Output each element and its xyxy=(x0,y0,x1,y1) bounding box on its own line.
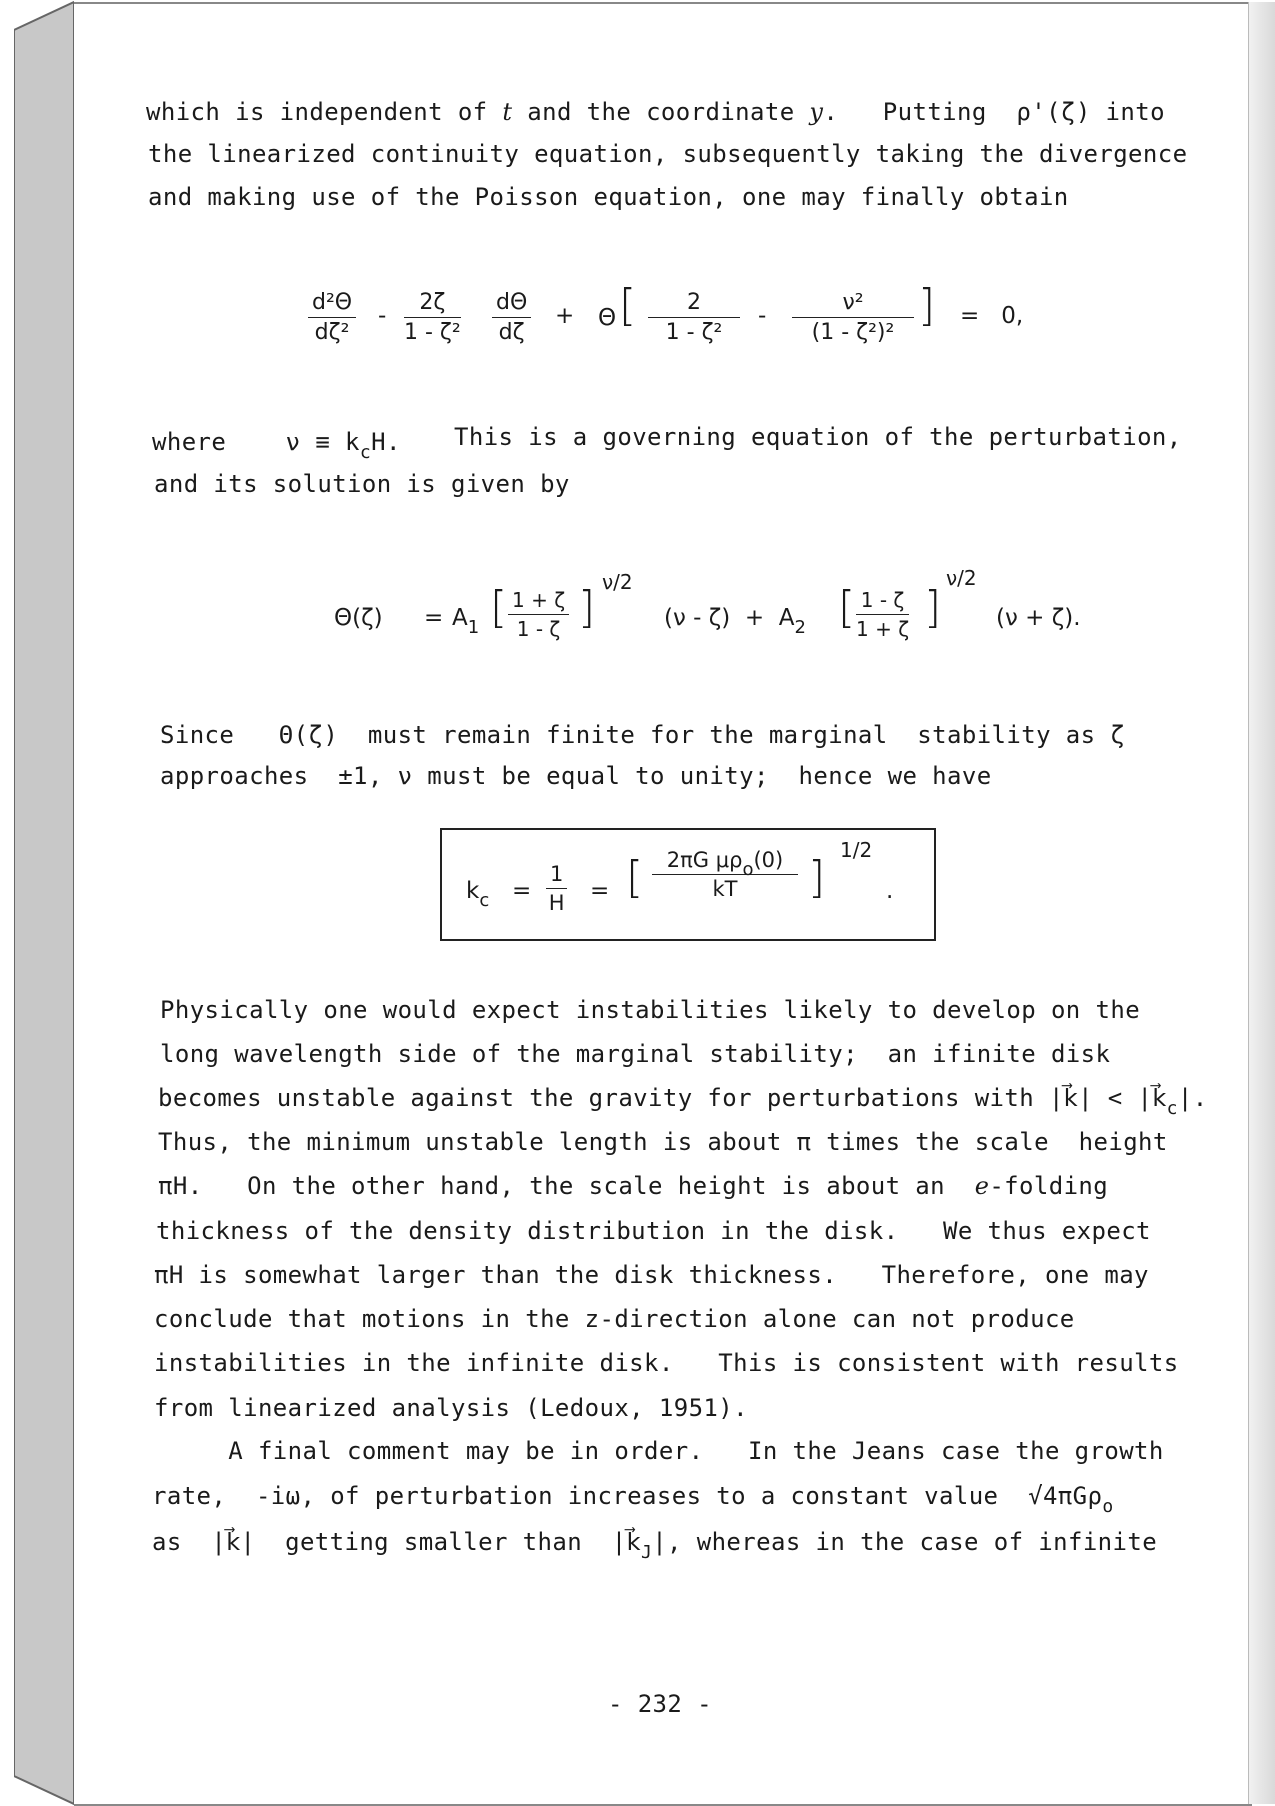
bracket: ] xyxy=(924,582,942,633)
text-line: from linearized analysis (Ledoux, 1951). xyxy=(154,1394,748,1422)
operator: = xyxy=(512,878,532,904)
text-line: and making use of the Poisson equation, one may finally obtain xyxy=(148,183,1069,211)
text-line: A final comment may be in order. In the Jeans case the growth xyxy=(154,1437,1164,1465)
book-spine xyxy=(14,0,74,1806)
bracket: [ xyxy=(626,852,644,903)
text-line: πH. On the other hand, the scale height is about an e-folding xyxy=(158,1172,1109,1200)
text-line: This is a governing equation of the perturbation, xyxy=(454,423,1182,451)
tail-term: (ν + ζ). xyxy=(996,605,1081,631)
text-line: which is independent of t and the coordinate y. Putting ρ'(ζ) into xyxy=(146,98,1165,126)
operator: = xyxy=(424,605,444,631)
bracket: [ xyxy=(490,582,508,633)
fraction: $\frac{\text{ν²}}{\text{(1 - ζ²)²}}$ xyxy=(792,290,914,345)
text-line: approaches ±1, ν must be equal to unity; hence we have xyxy=(160,762,992,790)
operator: - xyxy=(758,303,767,329)
k-c: $k_c$ xyxy=(466,878,490,911)
fraction: $\frac{d\Theta}{d\zeta}$ xyxy=(492,290,531,345)
text-line: instabilities in the infinite disk. This is consistent with results xyxy=(154,1349,1179,1377)
text-line: the linearized continuity equation, subsequently taking the divergence xyxy=(148,140,1188,168)
text-line: Thus, the minimum unstable length is about π times the scale height xyxy=(158,1128,1168,1156)
exponent: ν/2 xyxy=(946,566,977,590)
operator: + xyxy=(555,303,575,329)
text-line: rate, -iω, of perturbation increases to a constant value √4πGρ$_o$ xyxy=(152,1482,1114,1517)
bracket: ] xyxy=(578,582,596,633)
period: . xyxy=(886,878,894,904)
page-edge xyxy=(1248,2,1275,1804)
text-line: where $\nu \equiv k_cH$. xyxy=(152,428,401,463)
text-line: long wavelength side of the marginal stability; an ifinite disk xyxy=(160,1040,1111,1068)
equals-zero: = 0, xyxy=(960,303,1024,329)
fraction: $\frac{2\zeta}{\text{1 - ζ²}}$ xyxy=(404,290,461,345)
exponent: 1/2 xyxy=(840,838,873,862)
bracket: [ xyxy=(838,582,856,633)
text-line: becomes unstable against the gravity for perturbations with |k⃗| < $|k⃗_c|$. xyxy=(158,1084,1208,1119)
fraction: $\frac{1 - \zeta}{1 + \zeta}$ xyxy=(856,588,910,641)
fraction: $\frac{2}{\text{1 - ζ²}}$ xyxy=(648,290,740,345)
text-line: thickness of the density distribution in the disk. We thus expect xyxy=(156,1217,1151,1245)
text-line: and its solution is given by xyxy=(154,470,570,498)
text-line: conclude that motions in the z-direction alone can not produce xyxy=(154,1305,1075,1333)
fraction: 2πG μρo(0) kT xyxy=(652,848,798,901)
operator: = xyxy=(590,878,610,904)
fraction: $\frac{1}{H}$ xyxy=(546,862,567,915)
fraction: $\frac{1 + \zeta}{1 - \zeta}$ xyxy=(508,588,569,641)
bracket: ] xyxy=(808,852,826,903)
symbol: Θ xyxy=(598,305,617,331)
fraction: $\frac{\text{d²Θ}}{\text{dζ²}}$ xyxy=(308,290,356,345)
symbol: Θ(ζ) xyxy=(334,605,383,631)
bracket: [ xyxy=(619,280,637,331)
page-number: - 232 - xyxy=(608,1690,712,1718)
text-line: Since Θ(ζ) must remain finite for the marginal stability as ζ xyxy=(160,721,1126,749)
operator: - xyxy=(378,303,387,329)
text-line: πH is somewhat larger than the disk thickness. Therefore, one may xyxy=(154,1261,1149,1289)
middle-term: $(\nu - \zeta) + A_2$ xyxy=(664,605,806,638)
bracket: ] xyxy=(918,280,936,331)
exponent: ν/2 xyxy=(602,570,633,594)
text-line: as |k⃗| getting smaller than $|k⃗_J|$, whereas in the case of infinite xyxy=(152,1528,1158,1563)
text-line: Physically one would expect instabilities likely to develop on the xyxy=(160,996,1141,1024)
coefficient: $A_1$ xyxy=(452,605,480,638)
